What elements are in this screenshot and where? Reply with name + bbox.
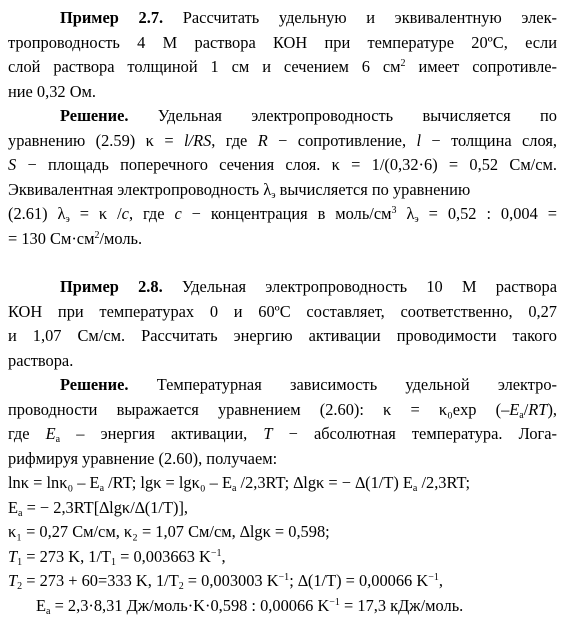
ex28-solution-4: рифмируя уравнение (2.60), получаем: <box>8 448 278 468</box>
ex28-solution-1: Решение. Температурная зависимость удельной электро- <box>60 375 557 394</box>
formula-line-6: $E_a = 2,3\cdot 8,31$ Дж/моль·K·0,598 : 0,00066 $K^{-1} = 17,3$ кДж/моль. <box>36 595 464 617</box>
solution-label: Решение. <box>60 375 129 394</box>
ex28-line-4: раствора. <box>8 350 74 370</box>
example-label: Пример 2.8. <box>60 277 163 296</box>
ex28-line-2: КОН при температурах 0 и 60ºС составляет, соответственно, 0,27 <box>8 301 557 321</box>
ex27-line-1: Пример 2.7. Рассчитать удельную и эквивалентную элек- <box>60 8 557 27</box>
ex27-line-4: ние 0,32 Ом. <box>8 81 97 101</box>
ex27-solution-2: уравнению (2.59) κ = l/RS, где R − сопротивление, l − толщина слоя, <box>8 130 557 150</box>
ex28-solution-2: проводности выражается уравнением (2.60): κ = κ₀exp $(-E_a/RT)$, <box>8 399 557 421</box>
example-label: Пример 2.7. <box>60 8 164 27</box>
ex27-solution-4: Эквивалентная электропроводность $\lambda_э$ вычисляется по уравнению <box>8 179 471 201</box>
ex27-line-3: слой раствора толщиной 1 см и сечением 6 $см^2$ имеет сопротивле- <box>8 57 557 76</box>
ex27-solution-5: (2.61) $\lambda_э = \kappa$ /c, где c − концентрация в моль/$см^3$ $\lambda_э = 0,52$ : 0,004 = <box>8 204 557 225</box>
ex28-line-3: и 1,07 См/см. Рассчитать энергию активации проводимости такого <box>8 326 557 345</box>
ex27-solution-3: S − площадь поперечного сечения слоя. κ = 1/(0,32·6) = 0,52 См/см. <box>8 155 557 174</box>
ex27-line-2: тропроводность 4 М раствора КОН при температуре 20ºС, если <box>8 32 557 52</box>
formula-line-1: $\ln\kappa = \ln\kappa_0 - E_a$ /RT; $\lg\kappa = \lg\kappa_0 - E_a$ /2,3RT; ∆lgκ = − ∆(1/T) $E_a$ /2,3RT; <box>8 473 471 494</box>
solution-label: Решение. <box>60 106 129 125</box>
ex27-solution-1: Решение. Удельная электропроводность вычисляется по <box>60 106 557 125</box>
ex27-solution-6: = 130 $См\cdot см^2$/моль. <box>8 228 143 248</box>
formula-line-5: $T_2 = 273 + 60=333$ K, $1/T_2 = 0,003003$ $K^{-1}$; ∆(1/T) = 0,00066 $K^{-1}$, <box>8 571 443 592</box>
ex28-line-1: Пример 2.8. Удельная электропроводность 10 М раствора <box>60 277 557 296</box>
formula-line-4: $T_1 = 273$ K, $1/T_1 = 0,003663$ $K^{-1}$, <box>8 546 226 568</box>
formula-line-3: κ₁ = 0,27 См/см, κ₂ = 1,07 См/см, ∆lgκ = 0,598; <box>8 522 330 541</box>
formula-line-2: $E_a$ = − 2,3RT[∆lgκ/∆(1/T)], <box>8 497 189 519</box>
ex28-solution-3: где $E_a$ – энергия активации, T − абсолютная температура. Лога- <box>8 424 557 445</box>
paragraph-gap <box>8 251 557 275</box>
